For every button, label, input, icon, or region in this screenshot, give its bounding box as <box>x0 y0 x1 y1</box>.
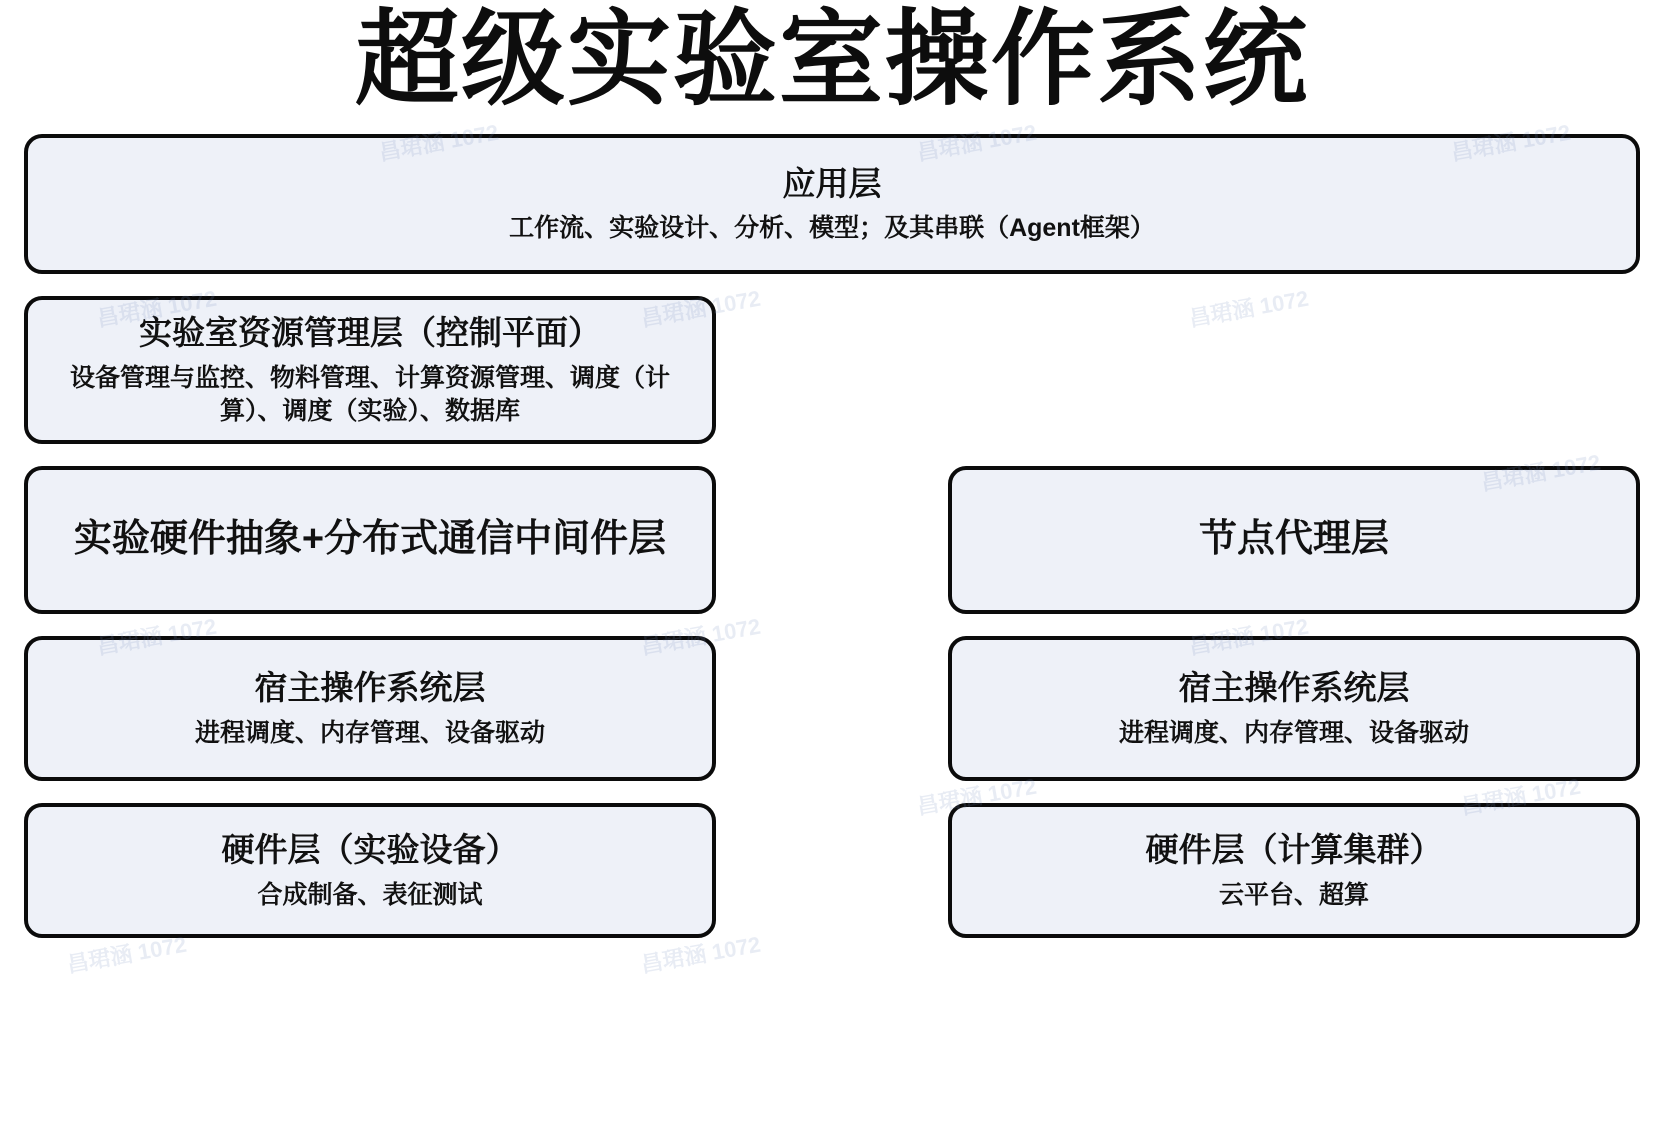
layer-hardware-lab-equipment-title: 硬件层（实验设备） <box>221 831 519 869</box>
layer-hardware-compute-cluster-title: 硬件层（计算集群） <box>1145 831 1443 869</box>
watermark-text: 昌珺涵 1072 <box>914 773 1039 820</box>
layer-host-os-right-title: 宿主操作系统层 <box>1178 669 1410 707</box>
layer-hardware-lab-equipment <box>24 803 716 938</box>
layer-host-os-left-detail: 进程调度、内存管理、设备驱动 <box>194 718 545 747</box>
layer-host-os-left-title: 宿主操作系统层 <box>254 669 486 707</box>
watermark-text: 昌珺涵 1072 <box>64 931 189 978</box>
layer-host-os-left <box>24 636 716 781</box>
layer-resource-management-title: 实验室资源管理层（控制平面） <box>139 313 601 351</box>
layer-application-detail: 工作流、实验设计、分析、模型；及其串联（Agent框架） <box>509 214 1155 243</box>
layer-stack <box>0 134 1664 938</box>
watermark-text: 昌珺涵 1072 <box>1458 773 1583 820</box>
row-hardware <box>24 803 1640 938</box>
watermark-text: 1072 <box>709 285 763 319</box>
row-middleware <box>24 466 1640 614</box>
page-title: 超级实验室操作系统 <box>354 2 1309 118</box>
layer-hardware-compute-cluster <box>948 803 1640 938</box>
architecture-diagram <box>0 2 1664 1128</box>
watermark-text: 昌珺涵 1072 <box>1186 285 1311 332</box>
watermark-text: 昌珺涵 1072 <box>638 931 763 978</box>
layer-hardware-abstraction-middleware <box>24 466 716 614</box>
layer-host-os-right <box>948 636 1640 781</box>
row-host-os <box>24 636 1640 781</box>
layer-host-os-right-detail: 进程调度、内存管理、设备驱动 <box>1118 718 1469 747</box>
layer-node-agent-title: 节点代理层 <box>1198 518 1389 561</box>
layer-node-agent <box>948 466 1640 614</box>
layer-resource-management <box>24 296 716 444</box>
layer-application <box>24 134 1640 274</box>
layer-hardware-abstraction-middleware-title: 实验硬件抽象+分布式通信中间件层 <box>73 518 667 561</box>
layer-hardware-compute-cluster-detail: 云平台、超算 <box>1218 880 1369 909</box>
layer-resource-management-detail: 设备管理与监控、物料管理、计算资源管理、调度（计算）、调度（实验）、数据库 <box>69 363 670 426</box>
watermark-text: 1072 <box>709 613 763 647</box>
layer-hardware-lab-equipment-detail: 合成制备、表征测试 <box>257 880 483 909</box>
row-resource <box>24 296 1640 444</box>
layer-application-title: 应用层 <box>782 164 882 202</box>
